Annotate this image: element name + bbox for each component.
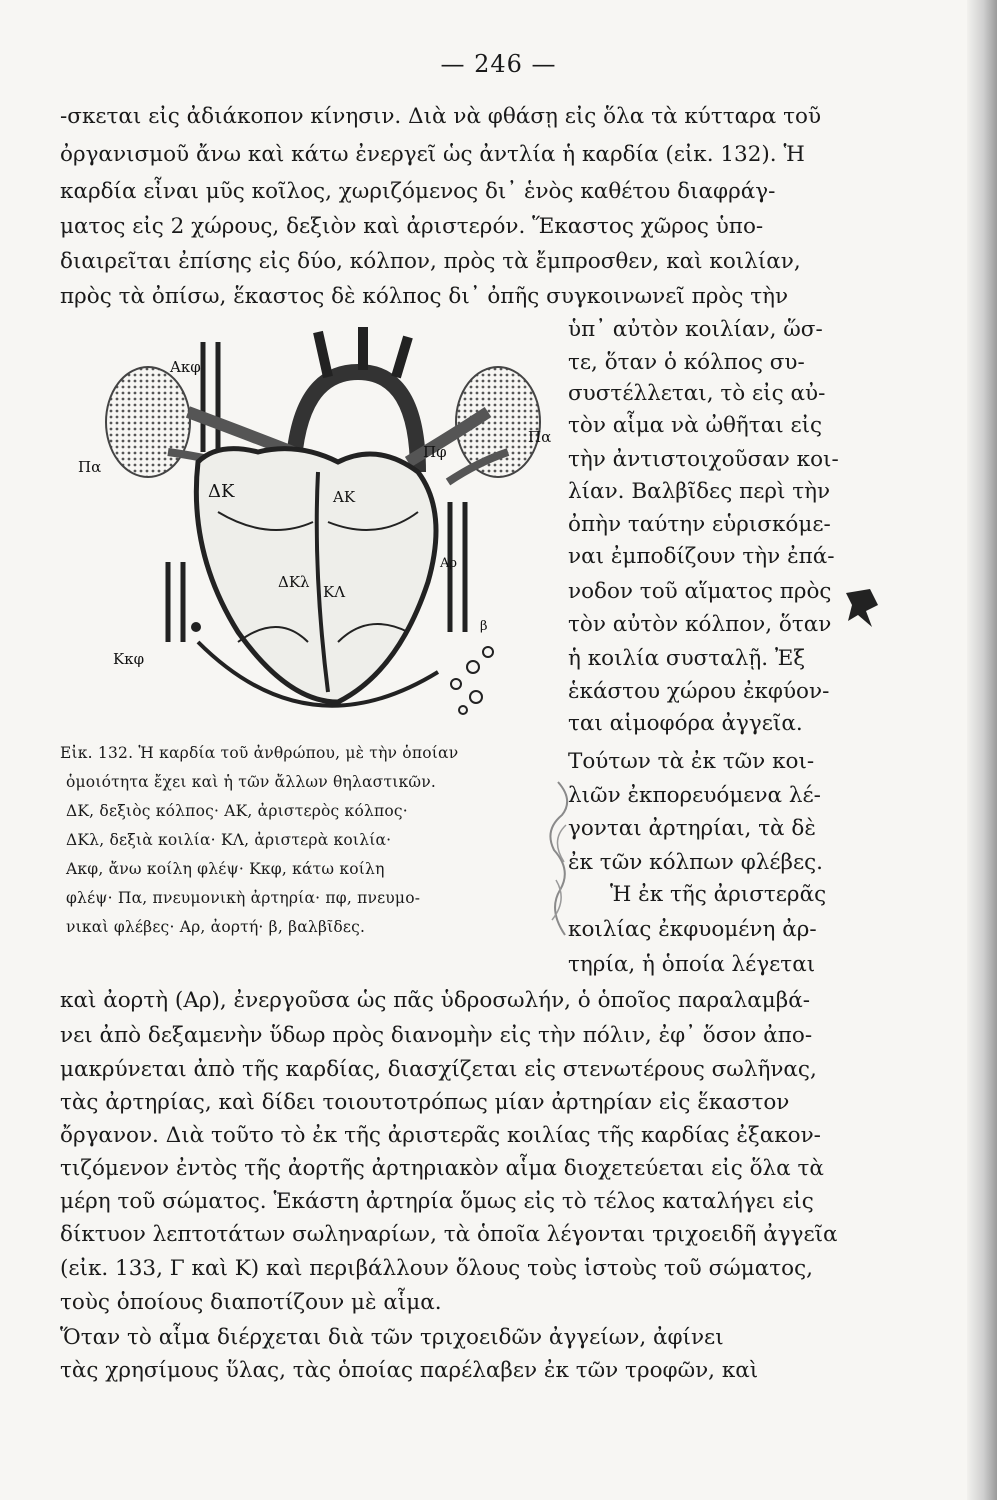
text-line: ὀργανισμοῦ ἄνω καὶ κάτω ἐνεργεῖ ὡς ἀντλία ἡ καρδία (εἰκ. 132). Ἡ: [60, 142, 805, 167]
text-line: Ἡ ἐκ τῆς ἀριστερᾶς: [610, 882, 827, 907]
text-line: ματος εἰς 2 χώρους, δεξιὸν καὶ ἀριστερόν. Ἕκαστος χῶρος ὑπο-: [60, 214, 764, 239]
heart-diagram-figure: [78, 312, 552, 732]
label-pa-right: Πα: [528, 428, 552, 446]
text-line: ὀπὴν ταύτην εὑρισκόμε-: [568, 512, 831, 537]
text-line: λιῶν ἐκπορευόμενα λέ-: [568, 783, 821, 808]
ink-blot: [840, 585, 880, 630]
book-binding-shadow: [967, 0, 997, 1500]
text-line: (εἰκ. 133, Γ καὶ Κ) καὶ περιβάλλουν ὅλους τοὺς ἱστοὺς τοῦ σώματος,: [60, 1256, 813, 1281]
text-line: -σκεται εἰς ἀδιάκοπον κίνησιν. Διὰ νὰ φθάσῃ εἰς ὅλα τὰ κύτταρα τοῦ: [60, 104, 822, 129]
text-line: γονται ἀρτηρίαι, τὰ δὲ: [568, 816, 816, 841]
caption-line: ὁμοιότητα ἔχει καὶ ἡ τῶν ἄλλων θηλαστικῶν.: [66, 773, 436, 791]
lung-left-icon: [106, 367, 190, 477]
caption-line: ΔΚ, δεξιὸς κόλπος· ΑΚ, ἀριστερὸς κόλπος·: [66, 802, 408, 820]
text-line: ὑπ᾽ αὐτὸν κοιλίαν, ὥσ-: [568, 317, 823, 342]
caption-line: Ακφ, ἄνω κοίλη φλέψ· Κκφ, κάτω κοίλη: [66, 860, 385, 878]
text-line: ὄργανον. Διὰ τοῦτο τὸ ἐκ τῆς ἀριστερᾶς κοιλίας τῆς καρδίας ἐξακον-: [60, 1123, 821, 1148]
caption-line: φλέψ· Πα, πνευμονικὴ ἀρτηρία· πφ, πνευμο-: [66, 889, 421, 907]
text-line: τὰς χρησίμους ὕλας, τὰς ὁποίας παρέλαβεν ἐκ τῶν τροφῶν, καὶ: [60, 1358, 759, 1383]
inferior-vena-cava: [168, 562, 183, 642]
text-line: δίκτυον λεπτοτάτων σωληναρίων, τὰ ὁποῖα λέγονται τριχοειδῆ ἀγγεῖα: [60, 1222, 838, 1247]
text-line: νει ἀπὸ δεξαμενὴν ὕδωρ πρὸς διανομὴν εἰς τὴν πόλιν, ἐφ᾽ ὅσον ἀπο-: [60, 1023, 813, 1048]
caption-line: Εἰκ. 132. Ἡ καρδία τοῦ ἀνθρώπου, μὲ τὴν ὁποίαν: [60, 744, 459, 762]
text-line: καρδία εἶναι μῦς κοῖλος, χωριζόμενος δι᾽ ἑνὸς καθέτου διαφράγ-: [60, 179, 776, 204]
text-line: ἐκ τῶν κόλπων φλέβες.: [568, 850, 823, 875]
label-ar: Αρ: [440, 556, 458, 571]
text-line: ναι ἐμποδίζουν τὴν ἐπά-: [568, 544, 835, 569]
text-line: τὰς ἀρτηρίας, καὶ δίδει τοιουτοτρόπως μίαν ἀρτηρίαν εἰς ἕκαστον: [60, 1090, 790, 1115]
text-line: τὸν αἷμα νὰ ὠθῆται εἰς: [568, 413, 823, 438]
label-pa-left: Πα: [78, 458, 102, 476]
text-line: τὴν ἀντιστοιχοῦσαν κοι-: [568, 447, 839, 472]
text-line: ται αἱμοφόρα ἀγγεῖα.: [568, 711, 803, 736]
text-line: ἡ κοιλία συσταλῇ. Ἐξ: [568, 646, 806, 671]
text-line: τιζόμενον ἐντὸς τῆς ἀορτῆς ἀρτηριακὸν αἷμα διοχετεύεται εἰς ὅλα τὰ: [60, 1156, 824, 1181]
label-pf: Πφ: [423, 443, 447, 461]
text-line: συστέλλεται, τὸ εἰς αὐ-: [568, 381, 826, 406]
handwritten-signature: [540, 770, 580, 940]
text-line: μέρη τοῦ σώματος. Ἑκάστη ἀρτηρία ὅμως εἰς τὸ τέλος καταλήγει εἰς: [60, 1189, 814, 1214]
text-line: τε, ὅταν ὁ κόλπος συ-: [568, 350, 805, 375]
text-line: ἑκάστου χώρου ἐκφύον-: [568, 679, 830, 704]
figure-dot: [191, 622, 201, 632]
text-line: διαιρεῖται ἐπίσης εἰς δύο, κόλπον, πρὸς τὰ ἔμπροσθεν, καὶ κοιλίαν,: [60, 249, 801, 274]
label-ak: ΑΚ: [333, 488, 356, 506]
caption-line: ΔΚλ, δεξιὰ κοιλία· ΚΛ, ἀριστερὰ κοιλία·: [66, 831, 392, 849]
text-line: τὸν αὐτὸν κόλπον, ὅταν: [568, 612, 832, 637]
label-dkl: ΔΚλ: [278, 573, 310, 591]
label-kkf: Κκφ: [113, 650, 145, 668]
text-line: τηρία, ἡ ὁποία λέγεται: [568, 952, 816, 977]
page-number: — 246 —: [440, 50, 557, 78]
text-line: κοιλίας ἐκφυομένη ἀρ-: [568, 917, 817, 942]
blood-cells: [451, 647, 493, 714]
text-line: Τούτων τὰ ἐκ τῶν κοι-: [568, 749, 815, 774]
label-b: β: [480, 619, 488, 634]
text-line: μακρύνεται ἀπὸ τῆς καρδίας, διασχίζεται εἰς στενωτέρους σωλῆνας,: [60, 1057, 817, 1082]
text-line: Ὅταν τὸ αἷμα διέρχεται διὰ τῶν τριχοειδῶν ἀγγείων, ἀφίνει: [60, 1325, 724, 1350]
text-line: πρὸς τὰ ὀπίσω, ἕκαστος δὲ κόλπος δι᾽ ὀπῆς συγκοινωνεῖ πρὸς τὴν: [60, 284, 789, 309]
text-line: λίαν. Βαλβῖδες περὶ τὴν: [568, 479, 831, 504]
caption-line: νικαὶ φλέβες· Αρ, ἀορτή· β, βαλβῖδες.: [66, 918, 366, 936]
text-line: τοὺς ὁποίους διαποτίζουν μὲ αἷμα.: [60, 1290, 442, 1315]
text-line: νοδον τοῦ αἵματος πρὸς: [568, 579, 832, 604]
text-line: καὶ ἀορτὴ (Αρ), ἐνεργοῦσα ὡς πᾶς ὑδροσωλήν, ὁ ὁποῖος παραλαμβά-: [60, 988, 810, 1013]
label-dk: ΔΚ: [208, 481, 235, 502]
label-akf: Ακφ: [170, 358, 201, 376]
label-kl: ΚΛ: [323, 583, 346, 601]
superior-vena-cava: [203, 342, 218, 452]
